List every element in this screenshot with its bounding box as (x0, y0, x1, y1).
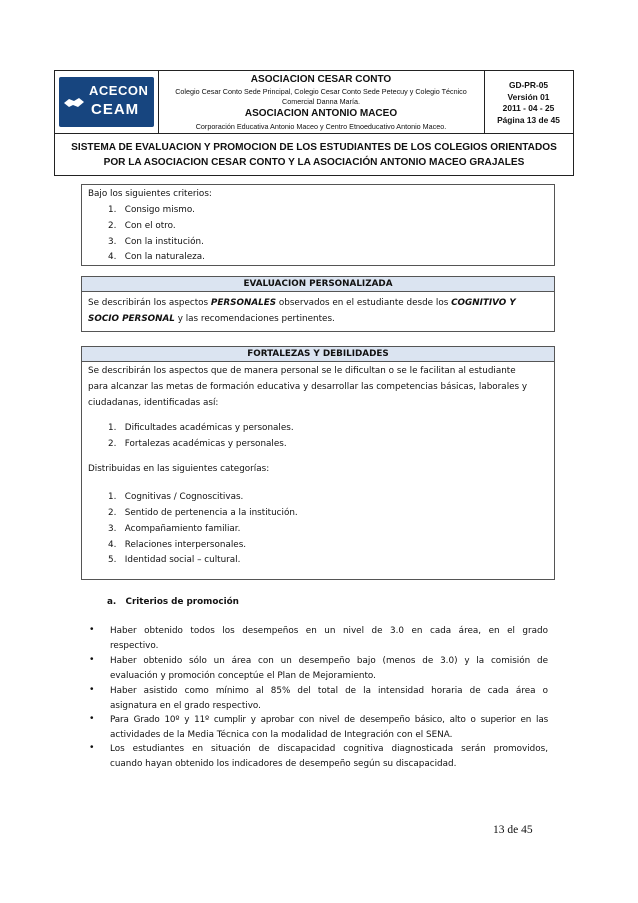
list-item-text: Fortalezas académicas y personales. (124, 439, 287, 449)
categoria-item: 4. Relaciones interpersonales. (108, 540, 247, 550)
document-title (54, 134, 574, 176)
text-span: y las recomendaciones pertinentes. (174, 314, 335, 324)
criteria-box (81, 184, 555, 266)
bullet-icon: • (90, 742, 94, 753)
categoria-item: 1. Cognitivas / Cognoscitivas. (108, 492, 244, 502)
emphasis-personales: PERSONALES (210, 298, 277, 308)
page-number: 13 de 45 (493, 824, 533, 836)
emphasis-cognitivo: COGNITIVO Y (451, 298, 516, 308)
criteria-item-text: Con la naturaleza. (124, 252, 205, 262)
evaluacion-box (81, 276, 555, 332)
heading-text: Criterios de promoción (125, 597, 239, 607)
fortalezas-heading: FORTALEZAS Y DEBILIDADES (82, 347, 554, 362)
fortalezas-para-line: ciudadanas, identificadas así: (88, 398, 219, 408)
promocion-bullet-line: actividades de la Media Técnica con la modalidad de Integración con el SENA. (110, 730, 453, 740)
fortalezas-para-line: para alcanzar las metas de formación educativa y desarrollar las competencias básicas, laborales y (88, 382, 528, 392)
heading-letter: a. (107, 597, 117, 607)
promocion-bullet-line: cuando hayan obtenido los indicadores de desempeño según su discapacidad. (110, 759, 457, 769)
promocion-bullet-line: Los estudiantes en situación de discapacidad cognitiva diagnosticada serán promovidos, (110, 744, 548, 754)
categoria-item: 2. Sentido de pertenencia a la institución. (108, 508, 298, 518)
promocion-bullet-line: Para Grado 10º y 11º cumplir y aprobar con nivel de desempeño básico, alto o superior en las (110, 715, 548, 725)
categoria-item: 5. Identidad social – cultural. (108, 555, 241, 565)
logo-cell (55, 71, 159, 133)
promocion-bullet-line: Haber asistido como mínimo al 85% del total de la intensidad horaria de cada área o (110, 686, 548, 696)
list-item-text: Sentido de pertenencia a la institución. (124, 508, 298, 518)
text-span: Se describirán los aspectos (88, 298, 211, 308)
evaluacion-text-line-1 (88, 298, 516, 308)
acecon-ceam-logo (59, 77, 154, 127)
criteria-item-text: Con el otro. (124, 221, 176, 231)
logo-text-ceam: CEAM (91, 101, 140, 118)
bullet-icon: • (90, 654, 94, 665)
fortalezas-list-item: 1. Dificultades académicas y personales. (108, 423, 294, 433)
evaluacion-heading: EVALUACION PERSONALIZADA (82, 277, 554, 292)
list-item-text: Dificultades académicas y personales. (124, 423, 294, 433)
document-header (54, 70, 574, 134)
doc-code: GD-PR-05 (508, 80, 549, 90)
list-item-text: Identidad social – cultural. (124, 555, 241, 565)
header-doc-info (484, 71, 573, 133)
org-cesar-conto-sub: Colegio Cesar Conto Sede Principal, Colegio Cesar Conto Sede Petecuy y Colegio Técnico Comercial Danna María. (175, 87, 467, 106)
promocion-bullet-line: Haber obtenido todos los desempeños en un nivel de 3.0 en cada área, en el grado (110, 626, 548, 636)
evaluacion-text-line-2 (88, 314, 335, 324)
criteria-item: 4. Con la naturaleza. (108, 252, 205, 262)
fortalezas-box (81, 346, 555, 580)
list-item-text: Cognitivas / Cognoscitivas. (124, 492, 244, 502)
criteria-item-text: Con la institución. (124, 237, 204, 247)
title-line-2: POR LA ASOCIACION CESAR CONTO Y LA ASOCIACIÓN ANTONIO MACEO GRAJALES (103, 157, 525, 168)
fortalezas-para-line: Se describirán los aspectos que de manera personal se le dificultan o se le facilitan al estudiante (88, 366, 516, 376)
criteria-intro: Bajo los siguientes criterios: (88, 189, 212, 199)
org-cesar-conto: ASOCIACION CESAR CONTO (250, 74, 392, 85)
org-antonio-maceo: ASOCIACION ANTONIO MACEO (244, 108, 398, 119)
doc-page: Página 13 de 45 (497, 114, 560, 125)
list-item-text: Acompañamiento familiar. (124, 524, 241, 534)
doc-date: 2011 - 04 - 25 (502, 103, 555, 113)
text-span: observados en el estudiante desde los (276, 298, 452, 308)
promocion-bullet-line: asignatura en el grado respectivo. (110, 701, 261, 711)
promocion-bullet-line: respectivo. (110, 641, 159, 651)
criteria-item-text: Consigo mismo. (124, 205, 195, 215)
emphasis-socio-personal: SOCIO PERSONAL (88, 314, 175, 324)
list-item-text: Relaciones interpersonales. (124, 540, 247, 550)
fortalezas-list-item: 2. Fortalezas académicas y personales. (108, 439, 287, 449)
criteria-item: 2. Con el otro. (108, 221, 176, 231)
categoria-item: 3. Acompañamiento familiar. (108, 524, 241, 534)
title-line-1: SISTEMA DE EVALUACION Y PROMOCION DE LOS ESTUDIANTES DE LOS COLEGIOS ORIENTADOS (71, 142, 557, 153)
doc-version: Versión 01 (507, 91, 550, 102)
promocion-bullet-line: Haber obtenido sólo un área con un desempeño bajo (menos de 3.0) y la comisión de (110, 656, 548, 666)
promocion-heading (107, 597, 239, 607)
header-organizations (158, 71, 485, 133)
bullet-icon: • (90, 684, 94, 695)
bullet-icon: • (90, 624, 94, 635)
criteria-item: 1. Consigo mismo. (108, 205, 195, 215)
promocion-bullet-line: evaluación y promoción conceptúe el Plan de Mejoramiento. (110, 671, 376, 681)
criteria-item: 3. Con la institución. (108, 237, 204, 247)
logo-text-acecon: ACECON (89, 83, 149, 98)
bullet-icon: • (90, 713, 94, 724)
org-antonio-maceo-sub: Corporación Educativa Antonio Maceo y Centro Etnoeducativo Antonio Maceo. (195, 122, 447, 131)
handshake-icon (63, 95, 85, 109)
categorias-intro: Distribuidas en las siguientes categorías: (88, 464, 270, 474)
